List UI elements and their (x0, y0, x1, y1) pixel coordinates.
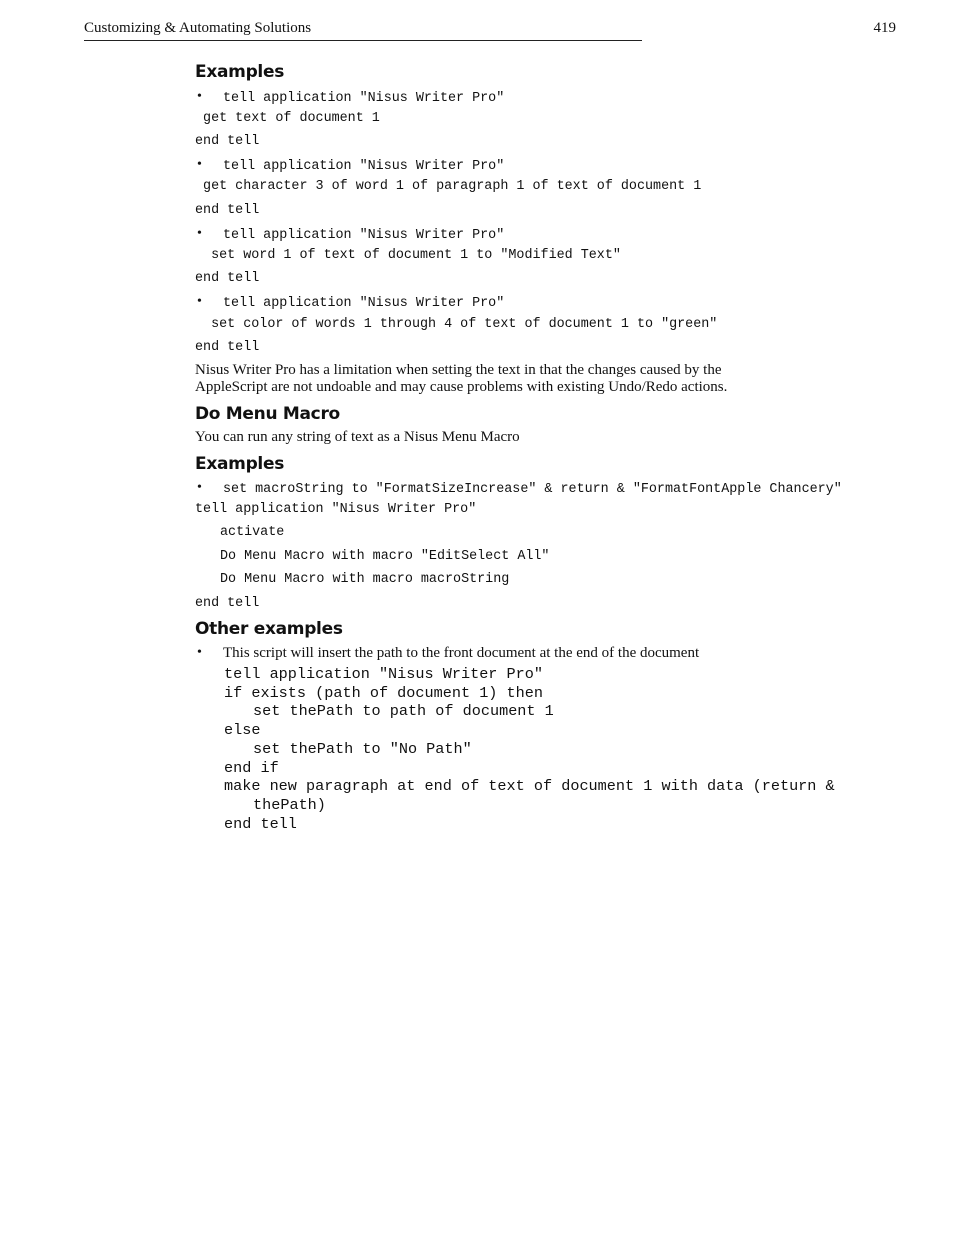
code-line: tell application "Nisus Writer Pro" (223, 228, 505, 243)
running-head: Customizing & Automating Solutions (84, 20, 312, 36)
code-line: set color of words 1 through 4 of text of document 1 to "green" (195, 317, 718, 332)
code-line: end tell (195, 596, 260, 611)
bullet: • (197, 89, 202, 104)
bullet: • (197, 645, 202, 660)
body-text: You can run any string of text as a Nisus Menu Macro (195, 429, 520, 445)
section-heading-other-examples: Other examples (195, 619, 343, 639)
bullet: • (197, 294, 202, 309)
code-line: Do Menu Macro with macro "EditSelect All" (220, 549, 550, 564)
header-rule (84, 40, 642, 41)
code-line: tell application "Nisus Writer Pro" (195, 502, 477, 517)
code-line: end if (224, 759, 279, 777)
code-line: tell application "Nisus Writer Pro" (223, 296, 505, 311)
code-line: make new paragraph at end of text of document 1 with data (return & (224, 777, 835, 795)
section-heading-examples: Examples (195, 454, 285, 474)
body-text: This script will insert the path to the front document at the end of the document (223, 645, 700, 661)
code-line: end tell (224, 815, 297, 833)
code-line: set macroString to "FormatSizeIncrease" & return & "FormatFontApple Chancery" (223, 482, 842, 497)
body-text: Nisus Writer Pro has a limitation when setting the text in that the changes caused by the (195, 362, 722, 378)
code-line: get character 3 of word 1 of paragraph 1 of text of document 1 (195, 179, 702, 194)
code-line: Do Menu Macro with macro macroString (220, 572, 510, 587)
section-heading-examples: Examples (195, 62, 285, 82)
code-line: thePath) (253, 796, 326, 814)
code-line: end tell (195, 203, 260, 218)
code-line: tell application "Nisus Writer Pro" (224, 665, 543, 683)
bullet: • (197, 226, 202, 241)
code-line: end tell (195, 134, 260, 149)
bullet: • (197, 480, 202, 495)
code-line: get text of document 1 (195, 111, 380, 126)
code-line: end tell (195, 271, 260, 286)
code-line: else (224, 721, 261, 739)
code-line: end tell (195, 340, 260, 355)
code-line: tell application "Nisus Writer Pro" (223, 159, 505, 174)
section-heading-do-menu-macro: Do Menu Macro (195, 404, 340, 424)
code-line: set thePath to "No Path" (253, 740, 472, 758)
code-line: set word 1 of text of document 1 to "Modified Text" (195, 248, 621, 263)
code-line: tell application "Nisus Writer Pro" (223, 91, 505, 106)
code-line: set thePath to path of document 1 (253, 702, 554, 720)
page-number: 419 (873, 20, 896, 36)
body-text: AppleScript are not undoable and may cause problems with existing Undo/Redo actions. (195, 379, 728, 395)
code-line: if exists (path of document 1) then (224, 684, 543, 702)
code-line: activate (220, 525, 285, 540)
bullet: • (197, 157, 202, 172)
